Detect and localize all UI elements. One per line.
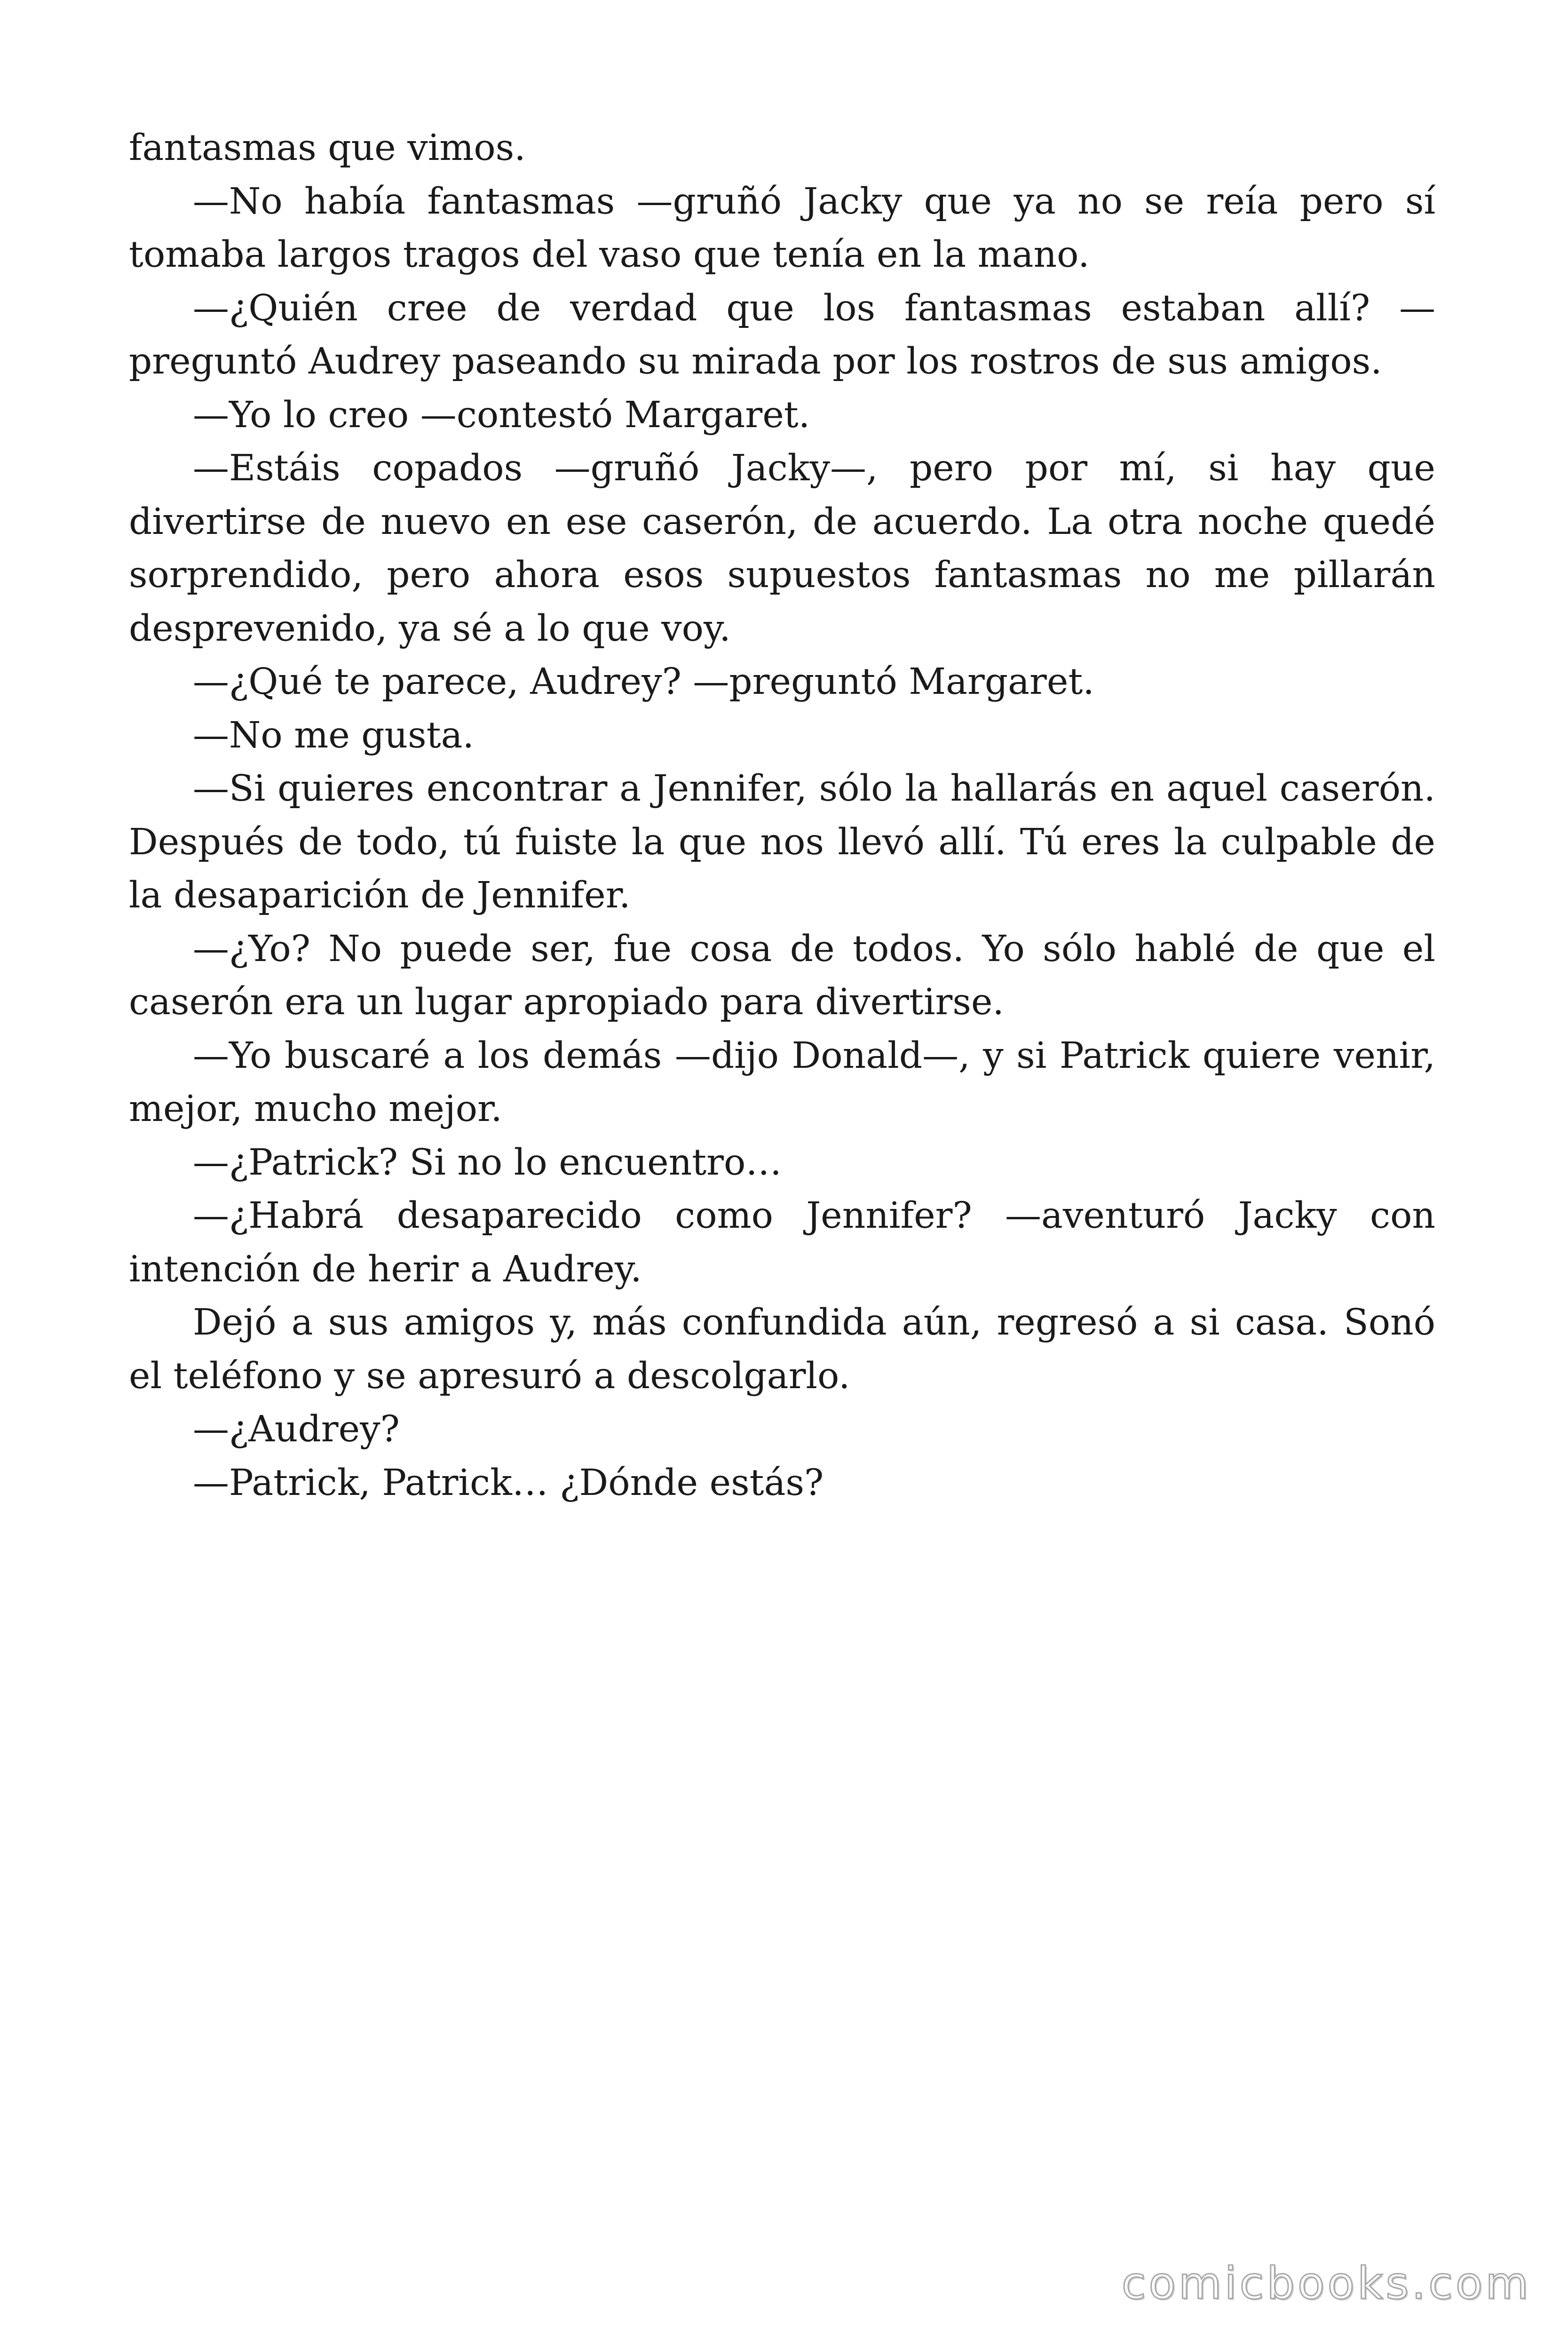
paragraph: fantasmas que vimos.: [129, 127, 526, 169]
paragraph: —Yo buscaré a los demás —dijo Donald—, y si Patrick quiere venir, mejor, mucho mejor.: [129, 1034, 1435, 1130]
paragraph: —¿Audrey?: [193, 1408, 400, 1450]
paragraph: —Patrick, Patrick… ¿Dónde estás?: [193, 1462, 824, 1504]
paragraph: —Estáis copados —gruñó Jacky—, pero por mí, si hay que divertirse de nuevo en ese caserón, de acuerdo. La otra noche quedé sorprendido, pero ahora esos supuestos fantasmas no me pillarán desprevenido, ya sé a lo que voy.: [129, 447, 1435, 650]
watermark: comicbooks.com: [1121, 2258, 1531, 2309]
paragraph: —¿Qué te parece, Audrey? —preguntó Margaret.: [193, 661, 1094, 703]
paragraph: —¿Patrick? Si no lo encuentro…: [193, 1141, 782, 1184]
paragraph: —¿Habrá desaparecido como Jennifer? —aventuró Jacky con intención de herir a Audrey.: [129, 1195, 1435, 1290]
page-text: [129, 121, 1435, 1510]
paragraph: —Si quieres encontrar a Jennifer, sólo la hallarás en aquel caserón. Después de todo, tú fuiste la que nos llevó allí. Tú eres la culpable de la desaparición de Jennifer.: [129, 768, 1435, 916]
paragraph: —No había fantasmas —gruñó Jacky que ya no se reía pero sí tomaba largos tragos del vaso que tenía en la mano.: [129, 180, 1435, 276]
paragraph: —¿Yo? No puede ser, fue cosa de todos. Yo sólo hablé de que el caserón era un lugar apropiado para divertirse.: [129, 928, 1435, 1023]
paragraph: —Yo lo creo —contestó Margaret.: [193, 394, 810, 436]
paragraph: —No me gusta.: [193, 714, 474, 756]
paragraph: Dejó a sus amigos y, más confundida aún, regresó a si casa. Sonó el teléfono y se apresuró a descolgarlo.: [129, 1302, 1435, 1397]
paragraph: —¿Quién cree de verdad que los fantasmas estaban allí? — preguntó Audrey paseando su mirada por los rostros de sus amigos.: [129, 287, 1435, 382]
